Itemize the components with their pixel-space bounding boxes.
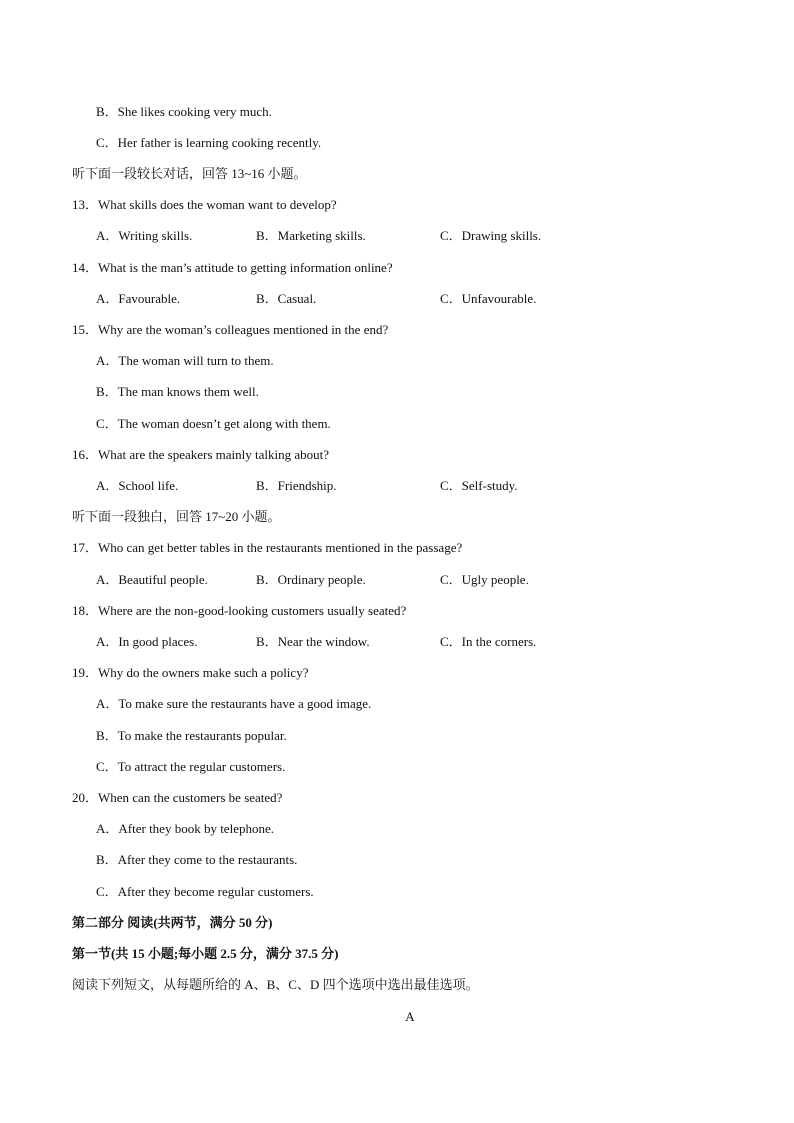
q15-option-b: B．The man knows them well. bbox=[96, 384, 259, 399]
q19-question: 19．Why do the owners make such a policy? bbox=[72, 665, 309, 680]
q17-option-c: C．Ugly people. bbox=[440, 572, 529, 587]
q14-option-c: C．Unfavourable. bbox=[440, 291, 537, 306]
q17-option-b: B．Ordinary people. bbox=[256, 572, 366, 587]
q16-option-a: A．School life. bbox=[96, 478, 179, 493]
section-17-20-instruction: 听下面一段独白，回答 17~20 小题。 bbox=[72, 509, 281, 524]
q18-question: 18．Where are the non-good-looking customers usually seated? bbox=[72, 603, 407, 618]
q18-option-b: B．Near the window. bbox=[256, 634, 370, 649]
passage-letter: A bbox=[405, 1009, 415, 1024]
q12-option-b: B．She likes cooking very much. bbox=[96, 104, 272, 119]
q20-question: 20．When can the customers be seated? bbox=[72, 790, 283, 805]
reading-instruction: 阅读下列短文，从每题所给的 A、B、C、D 四个选项中选出最佳选项。 bbox=[72, 977, 479, 992]
part2-heading: 第二部分 阅读(共两节，满分 50 分) bbox=[72, 915, 273, 930]
q15-option-c: C．The woman doesn’t get along with them. bbox=[96, 416, 331, 431]
q13-option-a: A．Writing skills. bbox=[96, 228, 193, 243]
q14-option-b: B．Casual. bbox=[256, 291, 317, 306]
q20-option-c: C．After they become regular customers. bbox=[96, 884, 314, 899]
q19-option-b: B．To make the restaurants popular. bbox=[96, 728, 287, 743]
q19-option-a: A．To make sure the restaurants have a good image. bbox=[96, 696, 372, 711]
q17-question: 17．Who can get better tables in the restaurants mentioned in the passage? bbox=[72, 540, 463, 555]
q13-option-b: B．Marketing skills. bbox=[256, 228, 366, 243]
q19-option-c: C．To attract the regular customers. bbox=[96, 759, 286, 774]
q20-option-a: A．After they book by telephone. bbox=[96, 821, 274, 836]
section1-heading: 第一节(共 15 小题;每小题 2.5 分，满分 37.5 分) bbox=[72, 946, 339, 961]
q13-question: 13．What skills does the woman want to develop? bbox=[72, 197, 337, 212]
q16-option-c: C．Self-study. bbox=[440, 478, 518, 493]
q14-question: 14．What is the man’s attitude to getting information online? bbox=[72, 260, 393, 275]
q14-option-a: A．Favourable. bbox=[96, 291, 181, 306]
q15-option-a: A．The woman will turn to them. bbox=[96, 353, 274, 368]
q16-option-b: B．Friendship. bbox=[256, 478, 337, 493]
q18-option-a: A．In good places. bbox=[96, 634, 198, 649]
q16-question: 16．What are the speakers mainly talking about? bbox=[72, 447, 330, 462]
q15-question: 15．Why are the woman’s colleagues mentioned in the end? bbox=[72, 322, 389, 337]
q20-option-b: B．After they come to the restaurants. bbox=[96, 852, 298, 867]
q18-option-c: C．In the corners. bbox=[440, 634, 537, 649]
q13-option-c: C．Drawing skills. bbox=[440, 228, 542, 243]
section-13-16-instruction: 听下面一段较长对话，回答 13~16 小题。 bbox=[72, 166, 307, 181]
q17-option-a: A．Beautiful people. bbox=[96, 572, 208, 587]
q12-option-c: C．Her father is learning cooking recently. bbox=[96, 135, 322, 150]
